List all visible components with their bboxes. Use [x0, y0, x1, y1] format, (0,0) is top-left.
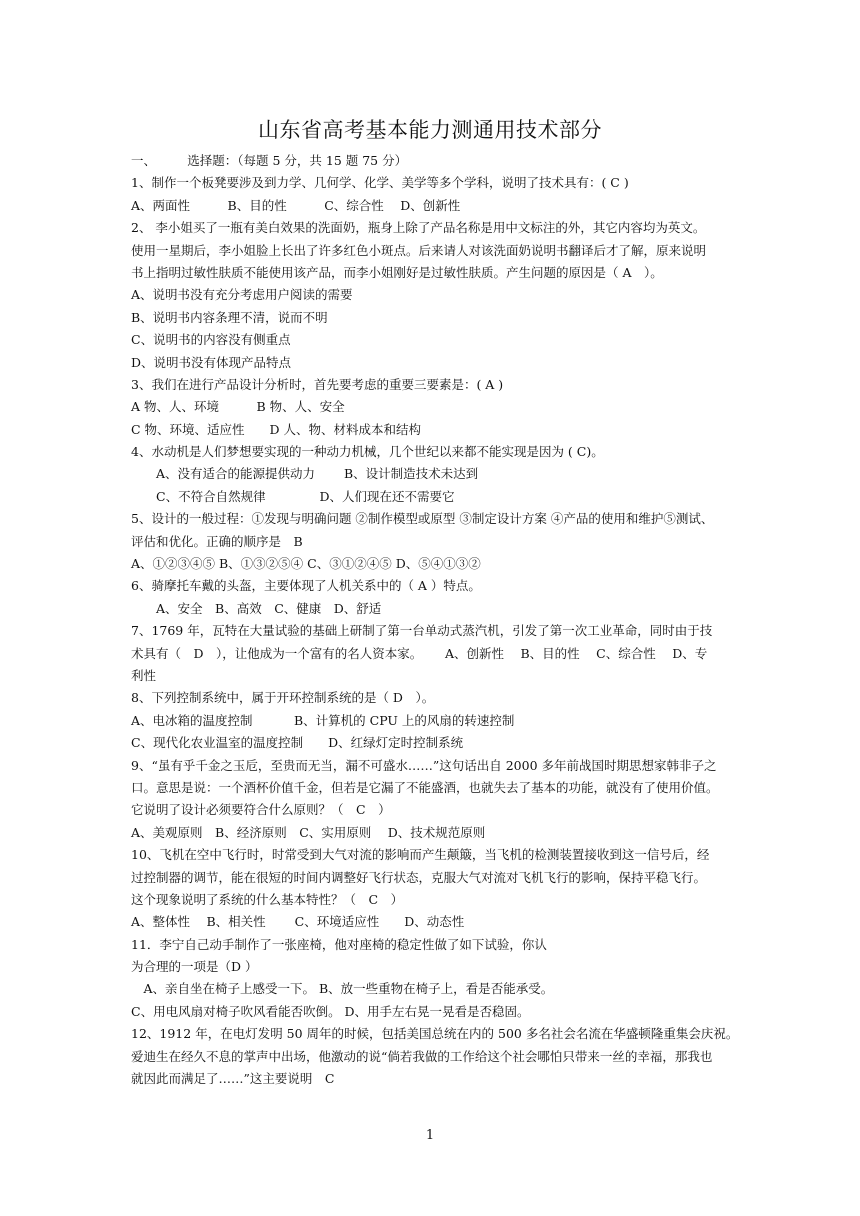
document-body	[131, 150, 739, 1090]
question-2-stem-line-1: 2、 李小姐买了一瓶有美白效果的洗面奶，瓶身上除了产品名称是用中文标注的外，其它内容均为英文。	[131, 220, 706, 236]
question-7-stem-line-2: 术具有（ D ），让他成为一个富有的名人资本家。 A、创新性 B、目的性 C、综合性 D、专	[131, 645, 708, 661]
page-title: 山东省高考基本能力测通用技术部分	[258, 118, 602, 142]
question-3-stem: 3、我们在进行产品设计分析时，首先要考虑的重要三要素是：( A )	[131, 376, 504, 392]
question-6-stem: 6、骑摩托车戴的头盔，主要体现了人机关系中的（ A ）特点。	[131, 578, 481, 594]
question-5-stem-line-1: 5、设计的一般过程：①发现与明确问题 ②制作模型或原型 ③制定设计方案 ④产品的使用和维护⑤测试、	[131, 511, 714, 527]
question-12-stem-line-3: 就因此而满足了……”这主要说明 C	[131, 1071, 335, 1087]
question-4-options-ab: A、没有适合的能源提供动力 B、设计制造技术未达到	[131, 466, 479, 482]
question-11-stem-line-2: 为合理的一项是（D ）	[131, 959, 258, 975]
question-12-stem-line-1: 12、1912 年，在电灯发明 50 周年的时候，包括美国总统在内的 500 多名社会名流在华盛顿隆重集会庆祝。	[131, 1026, 739, 1042]
question-4-stem: 4、水动机是人们梦想要实现的一种动力机械，几个世纪以来都不能实现是因为 ( C)。	[131, 444, 604, 460]
question-9-stem-line-3: 它说明了设计必须要符合什么原则？（ C ）	[131, 802, 391, 818]
question-7-stem-line-3: 利性	[131, 667, 157, 683]
question-6-options: A、安全 B、高效 C、健康 D、舒适	[131, 600, 382, 616]
question-2-option-d: D、说明书没有体现产品特点	[131, 354, 292, 370]
question-8-options-cd: C、现代化农业温室的温度控制 D、红绿灯定时控制系统	[131, 735, 464, 751]
question-1-options: A、两面性 B、目的性 C、综合性 D、创新性	[131, 197, 461, 213]
question-11-stem-line-1: 11．李宁自己动手制作了一张座椅，他对座椅的稳定性做了如下试验，你认	[131, 936, 547, 952]
question-8-stem: 8、下列控制系统中，属于开环控制系统的是（ D ）。	[131, 690, 435, 706]
question-9-stem-line-1: 9、“虽有乎千金之玉卮，至贵而无当，漏不可盛水……”这句话出自 2000 多年前战国时期思想家韩非子之	[131, 757, 717, 773]
question-1-stem: 1、制作一个板凳要涉及到力学、几何学、化学、美学等多个学科，说明了技术具有：( C )	[131, 175, 629, 191]
question-4-options-cd: C、不符合自然规律 D、人们现在还不需要它	[131, 488, 455, 504]
question-11-options-cd: C、用电风扇对椅子吹风看能否吹倒。 D、用手左右晃一晃看是否稳固。	[131, 1003, 530, 1019]
question-9-options: A、美观原则 B、经济原则 C、实用原则 D、技术规范原则	[131, 824, 486, 840]
question-10-stem-line-1: 10、飞机在空中飞行时，时常受到大气对流的影响而产生颠簸，当飞机的检测装置接收到这一信号后，经	[131, 847, 710, 863]
question-10-stem-line-2: 过控制器的调节，能在很短的时间内调整好飞行状态，克服大气对流对飞机飞行的影响，保持平稳飞行。	[131, 869, 707, 885]
question-12-stem-line-2: 爱迪生在经久不息的掌声中出场，他激动的说“倘若我做的工作给这个社会哪怕只带来一丝的幸福，那我也	[131, 1048, 713, 1064]
question-2-stem-line-3: 书上指明过敏性肤质不能使用该产品，而李小姐刚好是过敏性肤质。产生问题的原因是（ A ）。	[131, 264, 663, 280]
question-3-options-cd: C 物、环境、适应性 D 人、物、材料成本和结构	[131, 421, 422, 437]
section-heading: 一、 选择题：（每题 5 分，共 15 题 75 分）	[131, 153, 408, 168]
question-2-option-a: A、说明书没有充分考虑用户阅读的需要	[131, 287, 353, 303]
question-10-options: A、整体性 B、相关性 C、环境适应性 D、动态性	[131, 914, 465, 930]
question-3-options-ab: A 物、人、环境 B 物、人、安全	[131, 399, 345, 415]
question-5-stem-line-2: 评估和优化。正确的顺序是 B	[131, 533, 303, 549]
question-11-options-ab: A、亲自坐在椅子上感受一下。 B、放一些重物在椅子上，看是否能承受。	[131, 981, 554, 997]
question-2-option-c: C、说明书的内容没有侧重点	[131, 332, 291, 348]
question-2-option-b: B、说明书内容条理不清，说而不明	[131, 309, 328, 325]
question-2-stem-line-2: 使用一星期后，李小姐脸上长出了许多红色小斑点。后来请人对该洗面奶说明书翻译后才了解，原来说明	[131, 242, 707, 258]
question-8-options-ab: A、电冰箱的温度控制 B、计算机的 CPU 上的风扇的转速控制	[131, 712, 515, 728]
question-7-stem-line-1: 7、1769 年，瓦特在大量试验的基础上研制了第一台单动式蒸汽机，引发了第一次工业革命，同时由于技	[131, 623, 713, 639]
question-5-options: A、①②③④⑤ B、①③②⑤④ C、③①②④⑤ D、⑤④①③②	[131, 556, 481, 572]
question-10-stem-line-3: 这个现象说明了系统的什么基本特性？（ C ）	[131, 891, 404, 907]
question-9-stem-line-2: 口。意思是说：一个酒杯价值千金，但若是它漏了不能盛酒，也就失去了基本的功能，就没有了使用价值。	[131, 779, 719, 795]
page-number: 1	[425, 1128, 435, 1143]
